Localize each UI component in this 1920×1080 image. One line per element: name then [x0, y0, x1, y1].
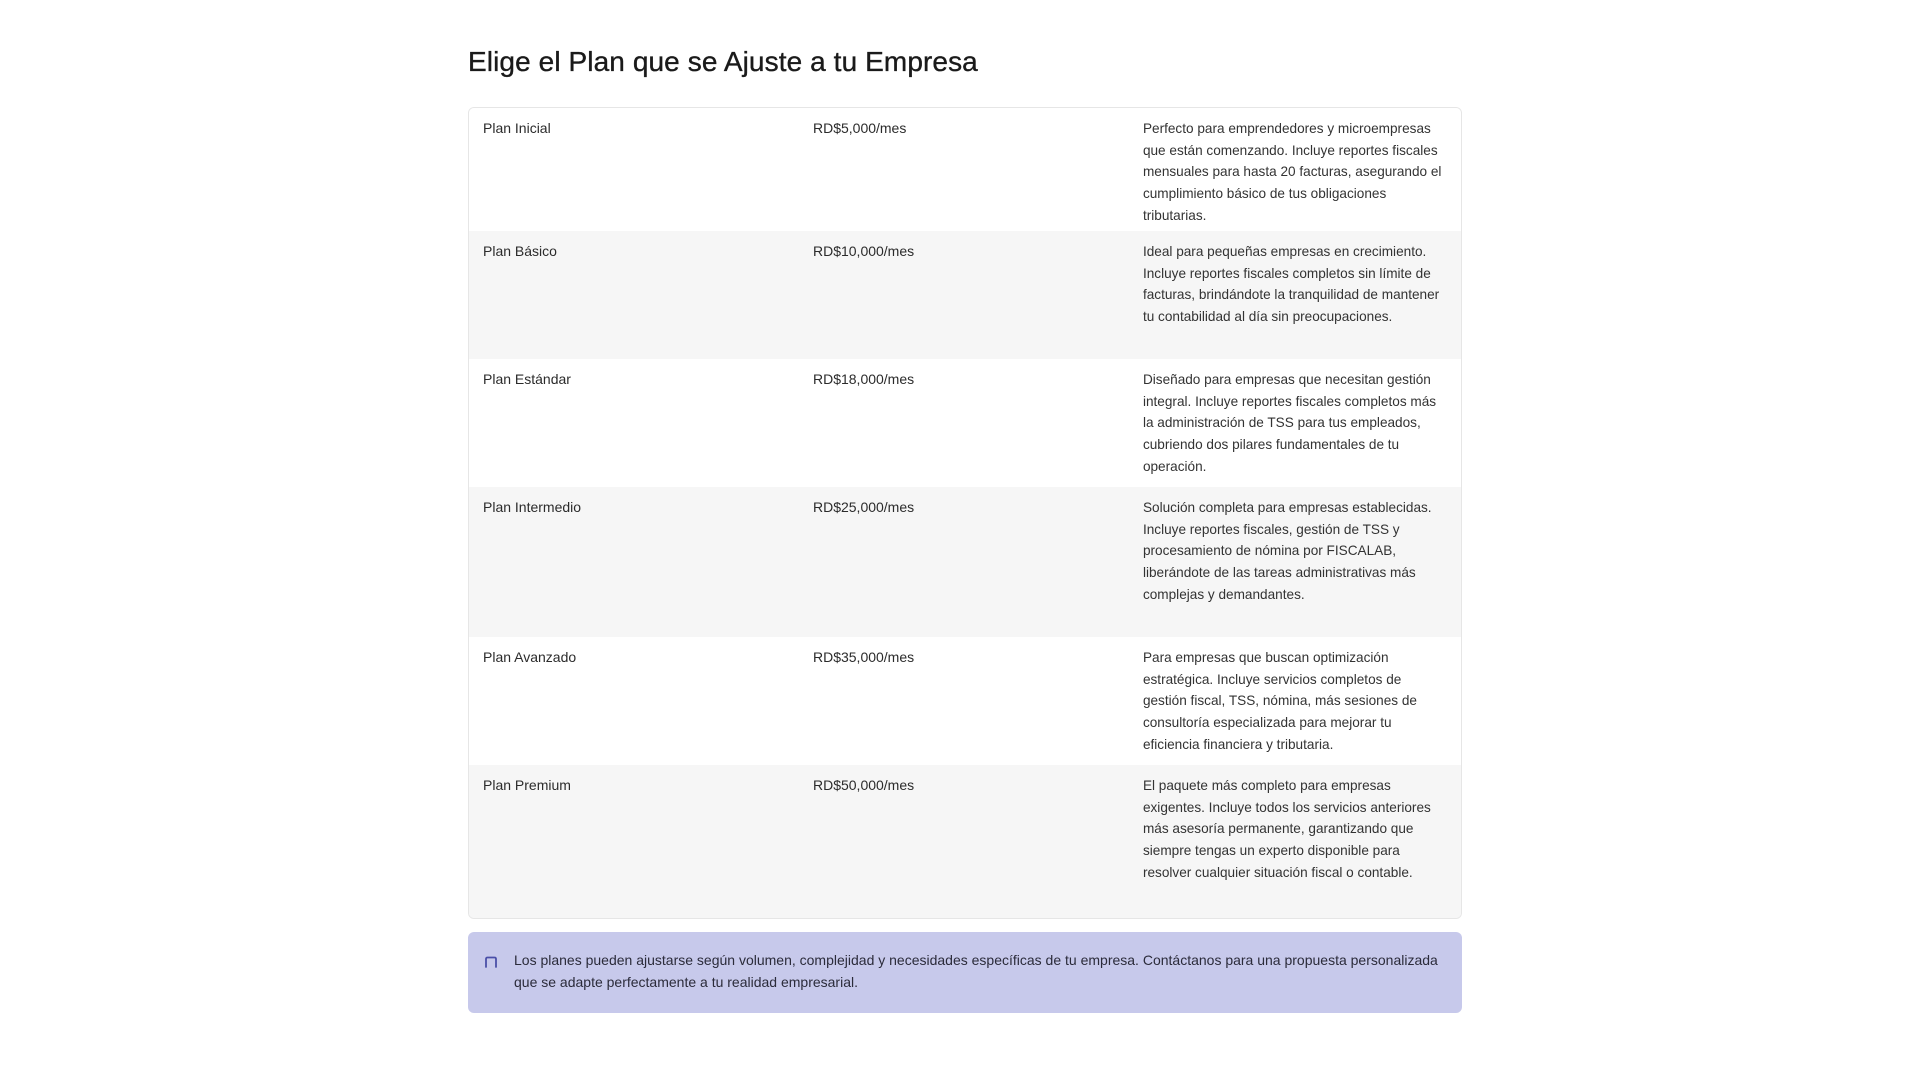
plan-price: RD$18,000/mes	[812, 371, 915, 387]
plan-name: Plan Inicial	[483, 120, 551, 136]
plan-price: RD$50,000/mes	[812, 777, 915, 793]
plan-name: Plan Premium	[483, 777, 571, 793]
plan-price: RD$5,000/mes	[812, 120, 907, 136]
plan-name: Plan Estándar	[483, 371, 571, 387]
plan-name: Plan Avanzado	[483, 649, 577, 665]
plan-name: Plan Básico	[483, 243, 557, 259]
page-title: Elige el Plan que se Ajuste a tu Empresa	[468, 46, 978, 77]
plan-description: Diseñado para empresas que necesitan gestión integral. Incluye reportes fiscales completos más la administración de TSS para tus empleados, cubriendo dos pilares fundamentales de tu operación.	[1142, 372, 1437, 474]
notice-text: Los planes pueden ajustarse según volumen, complejidad y necesidades específicas de tu empresa. Contáctanos para una propuesta personalizada que se adapte perfectamente a tu realidad empresarial.	[514, 952, 1438, 990]
plan-price: RD$35,000/mes	[812, 649, 915, 665]
plan-price: RD$25,000/mes	[812, 499, 915, 515]
plan-description: Solución completa para empresas establecidas. Incluye reportes fiscales, gestión de TSS y procesamiento de nómina por FISCALAB, liberándote de las tareas administrativas más complejas y demandantes.	[1142, 500, 1432, 602]
plans-table	[468, 107, 1462, 919]
plan-row-basico	[469, 231, 1461, 359]
plan-description: El paquete más completo para empresas exigentes. Incluye todos los servicios anteriores más asesoría permanente, garantizando que siempre tengas un experto disponible para resolver cualquier situación fiscal o contable.	[1142, 778, 1431, 880]
pricing-page	[468, 0, 1464, 1013]
plan-row-estandar	[469, 359, 1461, 487]
plan-row-avanzado	[469, 637, 1461, 765]
plan-row-premium	[469, 765, 1461, 918]
info-icon	[484, 955, 498, 967]
plan-description: Ideal para pequeñas empresas en crecimiento. Incluye reportes fiscales completos sin límite de facturas, brindándote la tranquilidad de mantener tu contabilidad al día sin preocupaciones.	[1142, 244, 1440, 325]
plan-name: Plan Intermedio	[483, 499, 582, 515]
plan-row-inicial	[469, 108, 1461, 231]
info-notice	[468, 932, 1462, 1013]
plan-description: Perfecto para emprendedores y microempresas que están comenzando. Incluye reportes fiscales mensuales para hasta 20 facturas, asegurando el cumplimiento básico de tus obligaciones tributarias.	[1142, 121, 1442, 223]
plan-row-intermedio	[469, 487, 1461, 637]
plan-price: RD$10,000/mes	[812, 243, 915, 259]
plan-description: Para empresas que buscan optimización estratégica. Incluye servicios completos de gestión fiscal, TSS, nómina, más sesiones de consultoría especializada para mejorar tu eficiencia financiera y tributaria.	[1142, 650, 1417, 752]
